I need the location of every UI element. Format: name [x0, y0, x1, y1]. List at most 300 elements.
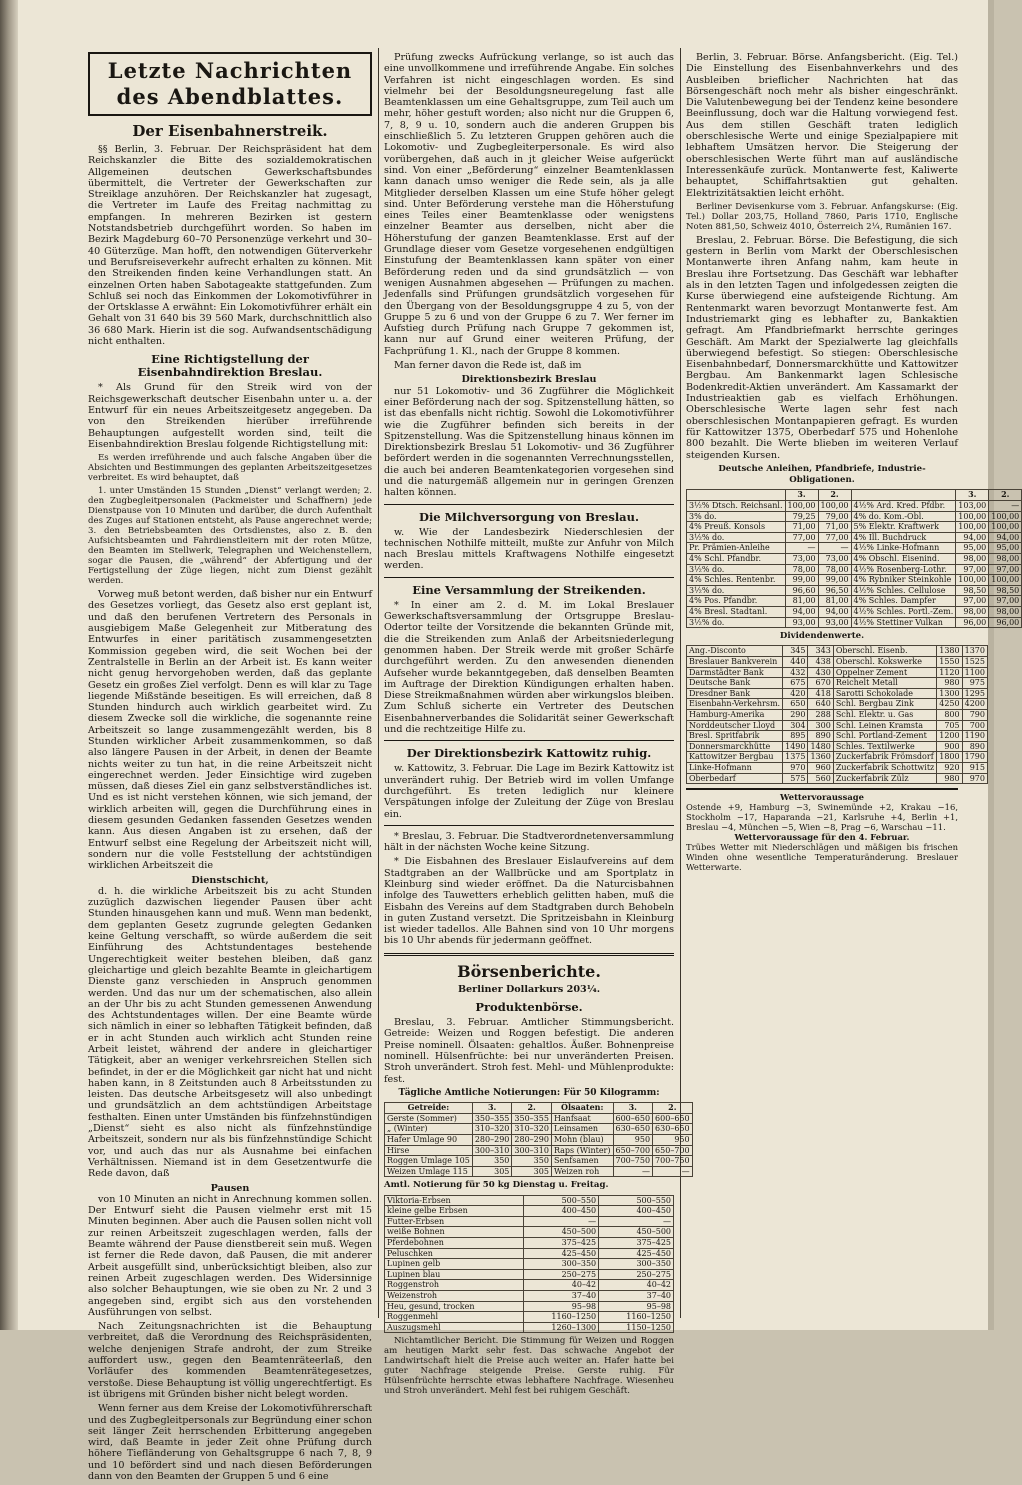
table-cell: 800: [937, 709, 962, 720]
table-cell: 430: [808, 667, 833, 678]
table-row: [687, 585, 1022, 596]
table-cell: 1800: [937, 752, 962, 763]
table-cell: Senfsamen: [551, 1156, 613, 1167]
table-cell: Norddeutscher Lloyd: [687, 720, 783, 731]
table-row: [385, 1269, 674, 1280]
table-row: [385, 1145, 693, 1156]
table-cell: 300–310: [472, 1145, 512, 1156]
table-cell: 1120: [937, 667, 962, 678]
table-cell: 81,00: [818, 596, 851, 607]
table-cell: 350–355: [472, 1113, 512, 1124]
table-cell: weiße Bohnen: [385, 1227, 524, 1238]
grain-table-caption: Tägliche Amtliche Notierungen: Für 50 Kilogramm:: [398, 1087, 660, 1098]
produce-report-text: Breslau, 3. Februar. Amtlicher Stimmungsbericht. Getreide: Weizen und Roggen befestigt. Die anderen Preise nominell. Ölsaaten: gehaltlos. Äußer. Bohnenpreise nominell. Hülsenfrüchte: bei nur unveränderten Preisen. Stroh unverändert. Stroh fest. Mehl- und Mühlenprodukte: fest.: [384, 1017, 674, 1085]
table-cell: 78,00: [785, 564, 818, 575]
kattowitz-text: w. Kattowitz, 3. Februar. Die Lage im Bezirk Kattowitz ist unverändert ruhig. Der Betrieb wird im vollen Umfange durchgeführt. Es treten lediglich nur kleinere Verspätungen infolge der Zuleitung der Züge von Breslau ein.: [384, 763, 674, 820]
subhead-pausen: Pausen: [210, 1182, 250, 1194]
table-cell: 4% do. Kom.-Obl.: [851, 511, 956, 522]
table-cell: Darmstädter Bank: [687, 667, 783, 678]
table-row: [687, 709, 988, 720]
table-cell: 96,00: [956, 617, 989, 628]
table-cell: 450–500: [524, 1227, 599, 1238]
table-cell: 79,00: [818, 511, 851, 522]
table-cell: —: [599, 1216, 674, 1227]
table-cell: Heu, gesund, trocken: [385, 1301, 524, 1312]
table-row: [385, 1134, 693, 1145]
page-edge: [988, 0, 994, 1330]
table-cell: Ang.-Disconto: [687, 646, 783, 657]
bonds-table: [686, 489, 1022, 628]
table-cell: 1375: [783, 752, 808, 763]
table-cell: 3½% do.: [687, 564, 786, 575]
table-cell: 4½% Schles. Portl.-Zem.: [851, 606, 956, 617]
table-cell: 71,00: [818, 522, 851, 533]
table-cell: 98,50: [956, 585, 989, 596]
table-cell: 650–700: [613, 1145, 653, 1156]
table-cell: 350: [472, 1156, 512, 1167]
col2-paragraph-3: nur 51 Lokomotiv- und 36 Zugführer die Möglichkeit einer Beförderung nach der sog. Spitzenstellung hätten, so ist das ebenfalls nicht richtig. Sowohl die Lokomotivführer wie die Zugführer befinden sich bereits in der Spitzenstellung. Was die Spitzenstellung hinaus können im Direktionsbezirk Breslau 51 Lokomotiv- und 36 Zugführer befördert werden in die sogenannten Verrechnungsstellen, die auch bei anderen Beamtenkategorien vorgesehen sind und die naturgemäß allgemein nur in geringen Grenzen halten können.: [384, 385, 674, 499]
table-row: [687, 699, 988, 710]
divider: [384, 504, 674, 505]
table-cell: 438: [808, 657, 833, 668]
table-cell: 93,00: [785, 617, 818, 628]
masthead-line-1: Letzte Nachrichten: [107, 58, 353, 83]
subhead-dienstschicht: Dienstschicht,: [191, 874, 269, 886]
table-cell: 3.: [785, 490, 818, 501]
table-cell: 4% Obschl. Eisenind.: [851, 553, 956, 564]
table-row: [687, 553, 1022, 564]
table-row: [385, 1216, 674, 1227]
table-cell: 250–275: [599, 1269, 674, 1280]
table-cell: 95,00: [989, 543, 1022, 554]
rail-strike-headline: Der Eisenbahnerstreik.: [132, 122, 328, 140]
table-cell: 4½% Schles. Cellulose: [851, 585, 956, 596]
column-3: [686, 52, 1020, 873]
table-row: [687, 596, 1022, 607]
table-row: [687, 532, 1022, 543]
table-cell: 103,00: [956, 500, 989, 511]
table-row: [687, 762, 988, 773]
table-cell: Pferdebohnen: [385, 1237, 524, 1248]
table-cell: Ölsaaten:: [551, 1103, 613, 1114]
rail-strike-paragraph-3: Es werden irreführende und auch falsche Angaben über die Absichten und Bestimmungen des geplanten Arbeitszeitgesetzes verbreitet. Es wird behauptet, daß: [88, 453, 372, 484]
council-note: * Breslau, 3. Februar. Die Stadtverordnetenversammlung hält in der nächsten Woche keine Sitzung.: [384, 830, 674, 854]
table-cell: 2.: [818, 490, 851, 501]
table-header-row: [687, 490, 1022, 501]
table-cell: 432: [783, 667, 808, 678]
table-row: [385, 1301, 674, 1312]
milk-supply-text: w. Wie der Landesbezirk Niederschlesien der technischen Nothilfe mitteilt, mußte zur Anfuhr von Milch nach Breslau mittels Kraftwagens Nothilfe eingesetzt werden.: [384, 526, 674, 572]
table-cell: 1360: [808, 752, 833, 763]
table-cell: Schl. Elektr. u. Gas: [833, 709, 936, 720]
table-cell: 94,00: [785, 606, 818, 617]
table-cell: 1480: [808, 741, 833, 752]
table-cell: 98,50: [989, 585, 1022, 596]
table-cell: Weizenstroh: [385, 1290, 524, 1301]
table-cell: 37–40: [524, 1290, 599, 1301]
table-cell: 1160–1250: [599, 1312, 674, 1323]
table-cell: 980: [937, 678, 962, 689]
table-cell: 3½% do.: [687, 585, 786, 596]
table-cell: 97,00: [956, 596, 989, 607]
table-row: [385, 1280, 674, 1291]
weather-title: Wettervoraussage: [780, 792, 864, 803]
rail-strike-paragraph-6: von 10 Minuten an nicht in Anrechnung kommen sollen. Der Entwurf sieht die Pausen vielmehr erst mit 15 Minuten beginnen. Aber auch die Pausen sollen nicht voll zur reinen Arbeitszeit zugeschlagen werden, falls der Beamte während der Pause dienstbereit sein muß. Wegen ist ferner die Rede davon, daß Pausen, die mit anderer Arbeit ausgefüllt sind, unberücksichtigt bleiben, also zur reinen Arbeit zugeschlagen werden. Des Widersinnige also solcher Behauptungen, wie sie oben zu Nr. 2 und 3 angegeben sind, ergibt sich aus den vorstehenden Ausführungen von selbst.: [88, 1193, 372, 1318]
table-cell: Futter-Erbsen: [385, 1216, 524, 1227]
table-cell: 2.: [989, 490, 1022, 501]
table-cell: 915: [962, 762, 987, 773]
table-row: [687, 543, 1022, 554]
rail-strike-paragraph-2: * Als Grund für den Streik wird von der Reichsgewerkschaft deutscher Eisenbahn unter u. a. der Entwurf für ein neues Arbeitszeitgesetz angegeben. Da von den Streikenden hierüber irreführende Behauptungen aufgestellt worden sind, teilt die Eisenbahndirektion Breslau folgende Richtigstellung mit:: [88, 382, 372, 450]
rail-strike-list: 1. unter Umständen 15 Stunden „Dienst“ verlangt werden; 2. den Zugbegleitpersonalen (Packmeister und Schaffnern) jede Dienstpause von 10 Minuten und darüber, die durch Aufenthalt des Zuges auf Stationen entsteht, als Pause angerechnet werde; 3. den Betriebsbeamten des Ortsdienstes, also z. B. den Aufsichtsbeamten und Fahrdienstleitern mit der roten Mütze, den Beamten im Stellwerk, Telegraphen und Weichenstellern, sogar die Pausen, die „während“ der Abfertigung und der Fertigstellung der Züge liegen, nicht zum Dienst gezählt werden.: [88, 486, 372, 587]
table-cell: 98,00: [989, 606, 1022, 617]
table-cell: 500–550: [599, 1195, 674, 1206]
table-cell: 920: [937, 762, 962, 773]
table-row: [385, 1156, 693, 1167]
table-cell: 1490: [783, 741, 808, 752]
table-cell: Oppelner Zement: [833, 667, 936, 678]
table-cell: Roggenmehl: [385, 1312, 524, 1323]
table-cell: 970: [962, 773, 987, 784]
table-cell: 98,00: [989, 553, 1022, 564]
table-cell: 100,00: [989, 522, 1022, 533]
dividend-table-title: Dividendenwerte.: [779, 631, 865, 642]
table-cell: 890: [962, 741, 987, 752]
table-cell: 81,00: [785, 596, 818, 607]
table-cell: 5% Elektr. Kraftwerk: [851, 522, 956, 533]
table-cell: 400–450: [524, 1206, 599, 1217]
table-cell: 95–98: [599, 1301, 674, 1312]
weather-section: [686, 788, 958, 872]
table-cell: 290: [783, 709, 808, 720]
table-cell: Donnersmarckhütte: [687, 741, 783, 752]
table-cell: Viktoria-Erbsen: [385, 1195, 524, 1206]
table-cell: —: [524, 1216, 599, 1227]
table-cell: 78,00: [818, 564, 851, 575]
table-cell: 77,00: [818, 532, 851, 543]
divider: [384, 577, 674, 578]
forecast-text: Trübes Wetter mit Niederschlägen und mäßigen bis frischen Winden ohne wesentliche Temperaturänderung. Breslauer Wetterwarte.: [686, 842, 958, 873]
table-cell: 500–550: [524, 1195, 599, 1206]
table-cell: 650: [783, 699, 808, 710]
table-cell: 600–650: [613, 1113, 653, 1124]
table-cell: 895: [783, 731, 808, 742]
table-cell: 450–500: [599, 1227, 674, 1238]
table-cell: 670: [808, 678, 833, 689]
table-cell: 98,00: [956, 606, 989, 617]
table-row: [687, 575, 1022, 586]
table-cell: 4% Ill. Buchdruck: [851, 532, 956, 543]
table-cell: 71,00: [785, 522, 818, 533]
table-cell: 3% do.: [687, 511, 786, 522]
table-cell: 4200: [962, 699, 987, 710]
table-cell: 94,00: [989, 532, 1022, 543]
table-cell: 1190: [962, 731, 987, 742]
table-cell: 4½% Rosenberg-Lothr.: [851, 564, 956, 575]
table-cell: 600–650: [653, 1113, 693, 1124]
table-row: [385, 1227, 674, 1238]
table-cell: 640: [808, 699, 833, 710]
table-cell: 3.: [613, 1103, 653, 1114]
table-cell: 79,25: [785, 511, 818, 522]
table-row: [385, 1248, 674, 1259]
rail-strike-paragraph-4: Vorweg muß betont werden, daß bisher nur ein Entwurf des Gesetzes vorliegt, das Gesetz also erst geplant ist, und daß den berufenen Vertretern des Personals in ausgiebigem Maße Gelegenheit zur Mitberatung des Entwurfes in einer paritätisch zusammengesetzten Kommission gegeben wird, die seit Wochen bei der Zentralstelle in Berlin an der Arbeit ist. Es kann weiter nicht genug hervorgehoben werden, daß das geplante Gesetz ein großes Ziel verfolgt. Denn es will klar zu Tage liegende Mißstände beseitigen. Es will erreichen, daß 8 Stunden hindurch auch wirklich gearbeitet wird. Zu diesem Zwecke soll die wirkliche, die sogenannte reine Arbeitszeit so lange zusammengezählt werden, bis 8 Stunden wirklicher Arbeit zusammenkommen, so daß also längere Pausen in der Arbeit, in denen der Beamte nichts weiter zu tun hat, in die reine Arbeitszeit nicht eingerechnet werden. Jeder Einsichtige wird zugeben müssen, daß dieses Ziel ein ganz selbstverständliches ist. Und es ist nicht verstehen können, wie sich jemand, der wirklich arbeiten will, gegen die Durchführung eines in diesem gesunden Gedanken fassenden Gesetzes wenden kann. Aus diesen Angaben ist zu ersehen, daß der Entwurf selbst eine Regelung der Arbeitszeit nicht will, sondern nur die volle Feststellung der achtstündigen wirklichen Arbeitszeit die: [88, 589, 372, 872]
table-row: [687, 617, 1022, 628]
table-cell: 40–42: [599, 1280, 674, 1291]
divider: [384, 825, 674, 826]
table-cell: Auszugsmehl: [385, 1322, 524, 1333]
table-row: [687, 522, 1022, 533]
table-row: [687, 688, 988, 699]
table-cell: —: [785, 543, 818, 554]
table-cell: Breslauer Bankverein: [687, 657, 783, 668]
table-cell: 420: [783, 688, 808, 699]
table-cell: 100,00: [956, 575, 989, 586]
table-cell: 1550: [937, 657, 962, 668]
dividend-table: [686, 645, 988, 784]
table-cell: 99,00: [818, 575, 851, 586]
table-cell: 4% Pos. Pfandbr.: [687, 596, 786, 607]
table-cell: 4250: [937, 699, 962, 710]
table-cell: Gerste (Sommer): [385, 1113, 473, 1124]
table-cell: Schl. Portland-Zement: [833, 731, 936, 742]
table-cell: 250–275: [524, 1269, 599, 1280]
table-row: [687, 667, 988, 678]
table-cell: 310–320: [472, 1124, 512, 1135]
table-cell: 350: [512, 1156, 552, 1167]
table-cell: 345: [783, 646, 808, 657]
table-cell: 280–290: [472, 1134, 512, 1145]
berlin-foreign-exchange: Berliner Devisenkurse vom 3. Februar. Anfangskurse: (Eig. Tel.) Dollar 203,75, Holland 7860, Paris 1710, Englische Noten 881,50, Schweiz 4010, Österreich 2¼, Rumänien 167.: [686, 201, 958, 232]
table-cell: 650–700: [653, 1145, 693, 1156]
dollar-rate: Berliner Dollarkurs 203¼.: [457, 983, 601, 995]
kattowitz-headline: Der Direktionsbezirk Kattowitz ruhig.: [406, 746, 652, 761]
table-cell: Getreide:: [385, 1103, 473, 1114]
table-cell: 1380: [937, 646, 962, 657]
table-cell: 1300: [937, 688, 962, 699]
masthead-line-2: des Abendblattes.: [116, 84, 344, 109]
table-cell: Bresl. Spritfabrik: [687, 731, 783, 742]
table-cell: 4% Schl. Pfandbr.: [687, 553, 786, 564]
ice-rink-note: * Die Eisbahnen des Breslauer Eislaufvereins auf dem Stadtgraben an der Wallbrücke und am Sportplatz in Kleinburg sind wieder eröffnet. Da die Naturcisbahnen infolge des Tauwetters erheblich gelitten haben, muß die Eisbahn des Vereins auf dem Stadtgraben durch Behobeln in guten Zustand versetzt. Die Spritzeisbahn in Kleinburg ist wieder tadellos. Alle Bahnen sind von 10 Uhr morgens bis 10 Uhr abends für jedermann geöffnet.: [384, 856, 674, 947]
table-cell: 418: [808, 688, 833, 699]
table-cell: 3½% Dtsch. Reichsanl.: [687, 500, 786, 511]
table-cell: 970: [783, 762, 808, 773]
table-cell: Schl. Leinen Kramsta: [833, 720, 936, 731]
table-cell: 3.: [956, 490, 989, 501]
table-cell: 97,00: [956, 564, 989, 575]
table-cell: 1200: [937, 731, 962, 742]
table-cell: Hirse: [385, 1145, 473, 1156]
table-cell: 4½% Linke-Hofmann: [851, 543, 956, 554]
table-row: [385, 1113, 693, 1124]
table-cell: 4½% Ard. Kred. Pfdbr.: [851, 500, 956, 511]
table-cell: 630–650: [653, 1124, 693, 1135]
table-cell: 705: [937, 720, 962, 731]
berlin-bourse-report: Berlin, 3. Februar. Börse. Anfangsbericht. (Eig. Tel.) Die Einstellung des Eisenbahnverkehrs und des Ausbleiben brieflicher Nachrichten hat das Börsengeschäft noch mehr als bisher eingeschränkt. Die Valutenbewegung bei der Tendenz keine besondere Beeinflussung, doch war die Haltung vorwiegend fest. Aus dem stillen Geschäft traten lediglich oberschlesische Werte und einige Spezialpapiere mit lebhaftem Umsätzen hervor. Die Steigerung der oberschlesischen Werte führt man auf ausländische Interessenkäufe zurück. Montanwerte fest, Kaliwerte behauptet, Schiffahrtsaktien gut gehalten. Elektrizitätsaktien leicht erhöht.: [686, 52, 958, 199]
column-1: [88, 52, 372, 1485]
col2-paragraph-2: Man ferner davon die Rede ist, daß im: [394, 360, 582, 372]
rail-strike-subheadline: Eine Richtigstellung der Eisenbahndirektion Breslau.: [137, 352, 323, 380]
table-row: [385, 1195, 674, 1206]
table-cell: 4% Rybniker Steinkohle: [851, 575, 956, 586]
table-row: [385, 1206, 674, 1217]
table-row: [385, 1312, 674, 1323]
table-cell: 96,60: [785, 585, 818, 596]
table-cell: 97,00: [989, 564, 1022, 575]
strikers-meeting-text: * In einer am 2. d. M. im Lokal Breslauer Gewerkschaftsversammlung der Ortsgruppe Breslau-Odertor teilte der Vorsitzende die bekannten Gründe mit, die die Streikenden zum Anlaß der Arbeitsniederlegung genommen haben. Der Streik werde mit großer Schärfe durchgeführt werden. Zu den anwesenden dienenden Aufseher wurde bekanntgegeben, daß denselben Beamten im Auftrage der Direktion Kündigungen erhalten haben. Diese Streikmaßnahmen würden aber wirkungslos bleiben. Zum Schluß sicherte ein Vertreter des Deutschen Eisenbahnerverbandes die Solidarität seiner Gewerkschaft und die rechtzeitige Hilfe zu.: [384, 599, 674, 736]
table-row: [687, 657, 988, 668]
table-cell: 100,00: [785, 500, 818, 511]
table-cell: 1295: [962, 688, 987, 699]
table-cell: 288: [808, 709, 833, 720]
table-cell: 630–650: [613, 1124, 653, 1135]
table-cell: Weizen roh: [551, 1166, 613, 1177]
table-cell: 375–425: [524, 1237, 599, 1248]
bonds-table-title: Deutsche Anleihen, Pfandbriefe, Industrie-Obligationen.: [718, 463, 926, 486]
table-cell: Hamburg-Amerika: [687, 709, 783, 720]
milk-supply-headline: Die Milchversorgung von Breslau.: [418, 509, 640, 524]
legume-price-table: [384, 1195, 674, 1334]
table-cell: 100,00: [818, 500, 851, 511]
table-cell: 100,00: [989, 575, 1022, 586]
table-cell: 4% Schles. Rentenbr.: [687, 575, 786, 586]
table-cell: kleine gelbe Erbsen: [385, 1206, 524, 1217]
table-row: [687, 646, 988, 657]
col2-paragraph-1: Prüfung zwecks Aufrückung verlange, so ist auch das eine unvollkommene und irreführende Angabe. Ein solches Verfahren ist nicht eingeschlagen worden. Es sind vielmehr bei der Besoldungsneuregelung fast alle Beamtenklassen um eine Gehaltsgruppe, zum Teil auch um mehr, höher gestuft worden; also nicht nur die Gruppen 6, 7, 8, 9 u. 10, sondern auch die anderen Gruppen bis einschließlich 5. Zu letzteren Gruppen gehören auch die Lokomotiv- und Zugbegleiterpersonale. Es wird also vorübergehen, daß auch in jt gleicher Weise aufgerückt sind. Von einer „Beförderung“ einzelner Beamtenklassen kann danach umso weniger die Rede sein, als ja alle Mitglieder derselben Klassen um eine Stufe höher gelegt sind. Unter Beförderung verstehe man die Höherstufung eines Teiles einer Beamtenklasse oder wenigstens einzelner Beamter aus derselben, nicht aber die Höherstufung der ganzen Beamtenklasse. Erst auf der Grundlage dieser vom Gesetze vorgesehenen endgültigen Einstufung der Beamtenklassen kann später von einer Beförderung reden und da sind grundsätzlich — von wenigen Ausnahmen abgesehen — Prüfungen zu machen. Jedenfalls sind Prüfungen grundsätzlich vorgesehen für den Übergang von der Besoldungsgruppe 4 zu 5, von der Gruppe 5 zu 6 und von der Gruppe 6 zu 7. Wer ferner im Aufstieg durch Prüfung nach Gruppe 7 gekommen ist, kann nur auf Grund einer weiteren Prüfung, der Fachprüfung 1. Kl., nach der Gruppe 8 kommen.: [384, 52, 674, 357]
table-cell: 900: [937, 741, 962, 752]
table-cell: 310–320: [512, 1124, 552, 1135]
table-cell: 304: [783, 720, 808, 731]
table-cell: 100,00: [956, 511, 989, 522]
table-cell: 1150–1250: [599, 1322, 674, 1333]
table-cell: Lupinen gelb: [385, 1259, 524, 1270]
table-row: [687, 511, 1022, 522]
table-cell: 280–290: [512, 1134, 552, 1145]
table-row: [385, 1322, 674, 1333]
table-cell: 305: [472, 1166, 512, 1177]
table-cell: Hanfsaat: [551, 1113, 613, 1124]
table-cell: —: [653, 1166, 693, 1177]
table-cell: „ (Winter): [385, 1124, 473, 1135]
table-cell: Weizen Umlage 115: [385, 1166, 473, 1177]
table-cell: 300–350: [599, 1259, 674, 1270]
table-cell: 343: [808, 646, 833, 657]
table-cell: 96,50: [818, 585, 851, 596]
table-cell: Roggen Umlage 105: [385, 1156, 473, 1167]
table-cell: 975: [962, 678, 987, 689]
table-row: [687, 606, 1022, 617]
table-cell: 99,00: [785, 575, 818, 586]
table-row: [687, 500, 1022, 511]
table-cell: 700: [962, 720, 987, 731]
rail-strike-paragraph-7: Nach Zeitungsnachrichten ist die Behauptung verbreitet, daß die Verordnung des Reichspräsidenten, welche denjenigen Strafe androht, der zum Streike auffordert usw., gegen den Beamtenräteerlaß, den Vorläufer des kommenden Beamtenrätegesetzes, verstoße. Diese Behauptung ist völlig ungerechtfertigt. Es ist übrigens mit Gründen bisher nicht belegt worden.: [88, 1321, 372, 1400]
table-cell: 700–750: [653, 1156, 693, 1167]
table-cell: Peluschken: [385, 1248, 524, 1259]
table-cell: —: [818, 543, 851, 554]
weather-readings: Ostende +9, Hamburg −3, Swinemünde +2, Krakau −16, Stockholm −17, Haparanda −21, Karlsruhe +4, Berlin +1, Breslau −4, München −5, Wien −8, Prag −6, Warschau −11.: [686, 802, 958, 833]
table-cell: Schles. Textilwerke: [833, 741, 936, 752]
table-row: [687, 720, 988, 731]
table-row: [385, 1290, 674, 1301]
bourse-reports-headline: Börsenberichte.: [457, 961, 601, 981]
table-cell: 675: [783, 678, 808, 689]
page-binding: [0, 0, 18, 1330]
rail-strike-paragraph-1: §§ Berlin, 3. Februar. Der Reichspräsident hat dem Reichskanzler die Bitte des sozialdemokratischen Allgemeinen deutschen Gewerkschaftsbundes übermittelt, die Vertreter der Gewerkschaften zur Streiklage anzuhören. Der Reichskanzler hat zugesagt, die Vertreter im Laufe des Freitag nachmittag zu empfangen. In mehreren Bezirken ist gestern Notstandsbetrieb durchgeführt worden. So haben im Bezirk Magdeburg 60–70 Personenzüge verkehrt und 30–40 Güterzüge. Man hofft, den notwendigen Güterverkehr und Berufsreiseverkehr aufrecht erhalten zu können. Mit den Streikenden finden keine Verhandlungen statt. An einzelnen Orten haben Sabotageakte stattgefunden. Zum Schluß sei noch das Einkommen der Lokomotivführer in der Ortsklasse A erwähnt: Ein Lokomotivführer erhält ein Gehalt von 31 640 bis 39 560 Mark, durchschnittlich also 36 680 Mark. Hierin ist die sog. Aufwandsentschädigung nicht enthalten.: [88, 144, 372, 348]
table-cell: 4% Bresl. Stadtanl.: [687, 606, 786, 617]
table-cell: Oberschl. Kokswerke: [833, 657, 936, 668]
table-cell: 94,00: [818, 606, 851, 617]
table-cell: 425–450: [524, 1248, 599, 1259]
table-row: [687, 752, 988, 763]
strikers-meeting-headline: Eine Versammlung der Streikenden.: [412, 582, 646, 597]
column-rule-1: [378, 48, 379, 1318]
table-cell: 300–310: [512, 1145, 552, 1156]
table-cell: 77,00: [785, 532, 818, 543]
table-cell: 425–450: [599, 1248, 674, 1259]
table-cell: 2.: [653, 1103, 693, 1114]
table-cell: 560: [808, 773, 833, 784]
table-cell: 98,00: [956, 553, 989, 564]
table-cell: Dresdner Bank: [687, 688, 783, 699]
table-cell: 1160–1250: [524, 1312, 599, 1323]
breslau-bourse-report: Breslau, 2. Februar. Börse. Die Befestigung, die sich gestern in Berlin vom Markt der Oberschlesischen Montanwerte ihren Anfang nahm, kam heute in Breslau ihre Fortsetzung. Das Geschäft war lebhafter als in den letzten Tagen und infolgedessen zeigten die Kurse überwiegend eine aufsteigende Richtung. Am Rentenmarkt waren bevorzugt Montanwerte fest. Am Industriemarkt ging es lebhafter zu, Bankaktien gefragt. Am Pfandbriefmarkt herrschte geringes Geschäft. Am Markt der Spezialwerte lag gleichfalls überwiegend befestigt. So stiegen: Oberschlesische Eisenbahnbedarf, Donnersmarckhütte und Kattowitzer Bergbau. Am Bankenmarkt lagen Schlesische Bodenkredit-Aktien unverändert. Am Kassamarkt der Industrieaktien gab es vielfach Erhöhungen. Oberschlesische Werte lagen sehr fest nach oberschlesischen Montanpapieren gefragt. Es wurden für Kattowitzer 1375, Oberbedarf 575 und Hohenlohe 800 bezahlt. Die Werte blieben im weiteren Verlauf steigenden Kursen.: [686, 234, 958, 461]
table-cell: Pr. Prämien-Anleihe: [687, 543, 786, 554]
table-cell: 960: [808, 762, 833, 773]
table-cell: 93,00: [818, 617, 851, 628]
table-cell: 95–98: [524, 1301, 599, 1312]
table-cell: 4% Schles. Dampfer: [851, 596, 956, 607]
table-cell: Reichelt Metall: [833, 678, 936, 689]
table-row: [687, 731, 988, 742]
table-cell: Zuckerfabrik Zülz: [833, 773, 936, 784]
table-cell: 73,00: [785, 553, 818, 564]
table-cell: 2.: [512, 1103, 552, 1114]
rail-strike-paragraph-5: d. h. die wirkliche Arbeitszeit bis zu acht Stunden zuzüglich dazwischen liegender Pausen über acht Stunden hinausgehen kann und muß. Wenn man bedenkt, dem geplanten Gesetz zugrunde gelegten Gedanken keine Geltung verschafft, so würde außerdem die seit Einführung des Achtstundentages bestehende Ungerechtigkeit weiter bestehen bleiben, daß ganz gleichartige und gleich bezahlte Beamte in gleichartigem Dienste ganz verschieden in Anspruch genommen werden. Und das nur um der schematischen, also allein an der Uhr bis zu acht Stunden gemessenen Anwendung des Achtstundentages willen. Der eine Beamte würde sich nämlich in einer so lebhaften Tätigkeit befinden, daß er in acht Stunden auch wirklich acht Stunden reine Arbeit leistet, während der andere in gleichartiger Tätigkeit, aber an weniger verkehrsreichen Stellen sich befindet, in der er die Möglichkeit gar nicht hat und nicht haben kann, in 8 Zeitstunden auch 8 Arbeitsstunden zu leisten. Das deutsche Arbeitsgesetz will also unbedingt und grundsätzlich an dem achtstündigen Arbeitstage festhalten. Einen unter Umständen bis fünfzehnstündigen „Dienst“ sieht es also nicht als fünfzehnstündige Arbeitszeit, sondern nur als bis fünfzehnstündige Schicht vor, und auch das nur als Ausnahme bei einfachen Verhältnissen. Niemand ist in dem Gesetzentwurfe die Rede davon, daß: [88, 885, 372, 1180]
table-cell: 350–355: [512, 1113, 552, 1124]
table-row: [385, 1259, 674, 1270]
table-cell: 950: [653, 1134, 693, 1145]
table-cell: Roggenstroh: [385, 1280, 524, 1291]
table-cell: 1100: [962, 667, 987, 678]
forecast-title: Wettervoraussage für den 4. Februar.: [734, 832, 910, 843]
table-cell: 305: [512, 1166, 552, 1177]
table-cell: Zuckerfabrik Frömsdorf: [833, 752, 936, 763]
rail-strike-paragraph-8: Wenn ferner aus dem Kreise der Lokomotivführerschaft und des Zugbegleitpersonals zur Begründung einer schon seit länger Zeit herrschenden Erbitterung angegeben wird, daß Beamte in jeder Zeit ohne Prüfung durch höhere Tiefländerung von Gehaltsgruppe 6 nach 7, 8, 9 und 10 befördert sind und nach diesen Beförderungen dann von den Beamten der Gruppen 5 und 6 eine: [88, 1403, 372, 1482]
table-cell: 100,00: [989, 511, 1022, 522]
table-row: [687, 773, 988, 784]
table-row: [385, 1166, 693, 1177]
table-cell: Sarotti Schokolade: [833, 688, 936, 699]
table-cell: Zuckerfabrik Schottwitz: [833, 762, 936, 773]
table-row: [687, 741, 988, 752]
table-cell: [851, 490, 956, 501]
table-cell: 40–42: [524, 1280, 599, 1291]
double-divider: [384, 953, 674, 956]
grain-price-table: [384, 1102, 693, 1177]
table-row: [385, 1124, 693, 1135]
table-cell: 1260–1300: [524, 1322, 599, 1333]
table-cell: Leinsamen: [551, 1124, 613, 1135]
table-cell: Mohn (blau): [551, 1134, 613, 1145]
table-cell: 4½% Stettiner Vulkan: [851, 617, 956, 628]
table-cell: Schl. Bergbau Zink: [833, 699, 936, 710]
column-2: [384, 52, 690, 1399]
table-cell: —: [989, 500, 1022, 511]
table-cell: 1370: [962, 646, 987, 657]
table-cell: 3.: [472, 1103, 512, 1114]
table-cell: [687, 490, 786, 501]
